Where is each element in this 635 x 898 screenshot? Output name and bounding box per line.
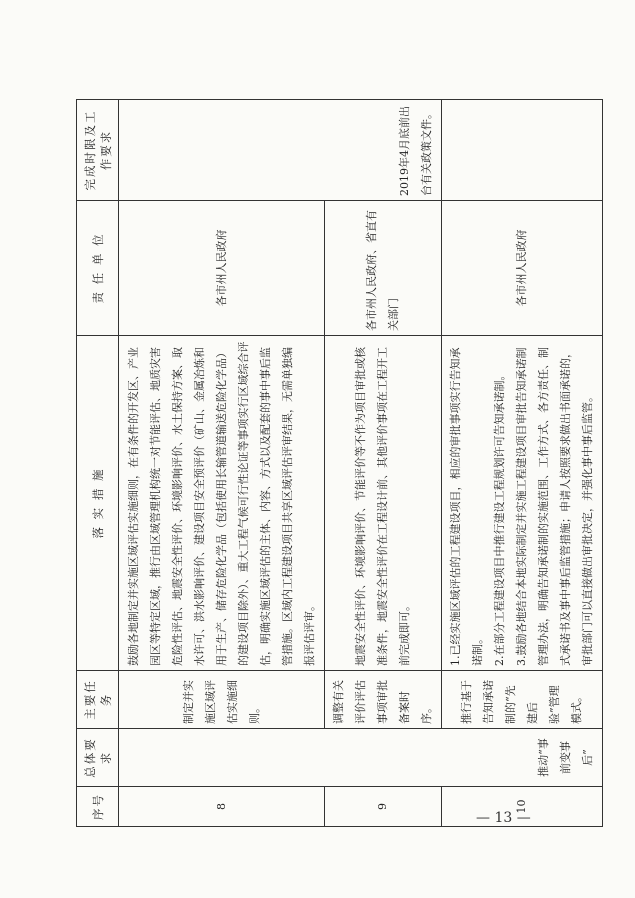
col-seq: 序号 (77, 787, 119, 827)
row-task: 制定并实施区域评估实施细则。 (119, 671, 325, 729)
row-no: 9 (325, 787, 442, 827)
row-unit: 各市州人民政府 (442, 201, 603, 336)
col-deadline: 完成时限及工作要求 (77, 100, 119, 201)
row-unit: 各市州人民政府、省直有关部门 (325, 201, 442, 336)
row-measures: 地震安全性评价、环境影响评价、节能评价等不作为项目审批或核准条件，地震安全性评价在工程设计前、其他评价事项在工程开工前完成即可。 (325, 336, 442, 671)
row-no: 10 (442, 787, 603, 827)
row-task: 推行基于告知承诺制的“先建后验”管理模式。 (442, 671, 603, 729)
row-unit: 各市州人民政府 (119, 201, 325, 336)
row-deadline (442, 100, 603, 201)
col-unit: 责 任 单 位 (77, 201, 119, 336)
general-requirement: 推动“事前变事后” (119, 729, 603, 787)
page-number: — 13 — (476, 810, 531, 826)
table-row (442, 100, 603, 827)
rotated-table-page (76, 100, 594, 827)
row-deadline: 2019年4月底前出台有关政策文件。 (119, 100, 442, 201)
table-header-row (77, 100, 119, 827)
task-table (76, 99, 603, 827)
row-measures: 鼓励各地制定并实施区域评估实施细则，在有条件的开发区、产业园区等特定区域，推行由区域管理机构统一对节能评估、地质灾害危险性评估、地震安全性评价、环境影响评价、水土保持方案、取水许可、洪水影响评价、建设项目安全预评价（矿山、金属冶炼和用于生产、储存危险化学品（包括使用长输管道输送危险化学品）的建设项目除外）、重大工程气候可行性论证等事项实行区域综合评估，明确实施区域评估的主体、内容、方式以及配套的事中事后监管措施。区域内工程建设项目共享区域评估评审结果，无需单独编报评估评审。 (119, 336, 325, 671)
row-measures: 1.已经实施区域评估的工程建设项目，相应的审批事项实行告知承诺制。 2.在部分工程建设项目中推行建设工程规划许可告知承诺制。 3.鼓励各地结合本地实际制定并实施工程建设项目审批告知承诺制管理办法，明确告知承诺制的实施范围、工作方式、各方责任、制式承诺书及事中事后监管措施；申请人按照要求做出书面承诺的，审批部门可以直接做出审批决定，并强化事中事后监管。 (442, 336, 603, 671)
col-general: 总体要求 (77, 729, 119, 787)
col-task: 主要任务 (77, 671, 119, 729)
row-task: 调整有关评价评估事项审批备案时序。 (325, 671, 442, 729)
table-row (119, 100, 325, 827)
table-row (325, 100, 442, 827)
col-measures: 落 实 措 施 (77, 336, 119, 671)
row-no: 8 (119, 787, 325, 827)
